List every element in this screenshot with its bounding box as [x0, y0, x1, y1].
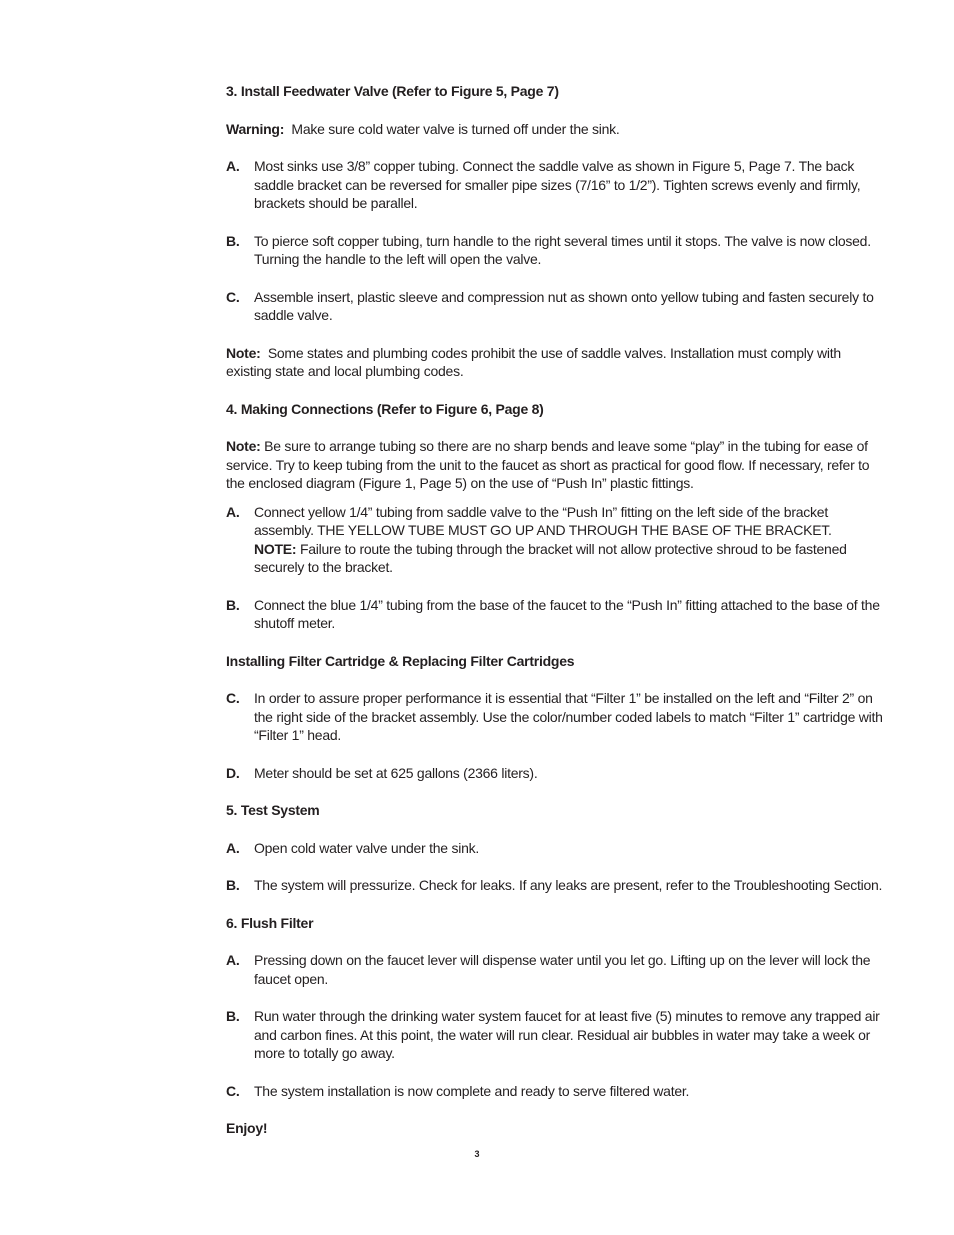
s3-item-a	[226, 157, 886, 213]
section-5-heading: 5. Test System	[226, 802, 320, 818]
s5-item-a	[226, 839, 886, 858]
s6-item-a	[226, 951, 886, 988]
item-letter: B.	[226, 877, 240, 893]
item-note-text: Failure to route the tubing through the bracket will not allow protective shroud to be fastened securely to the bracket.	[254, 540, 847, 575]
section-3-heading: 3. Install Feedwater Valve (Refer to Figure 5, Page 7)	[226, 83, 559, 99]
s3-item-c	[226, 288, 886, 325]
item-letter: A.	[226, 952, 240, 968]
s4-item-a	[226, 503, 886, 577]
note-text: Be sure to arrange tubing so there are no sharp bends and leave some “play” in the tubing for ease of service. Try to keep tubing from the unit to the faucet as short as practical for good flow. If necessary, refer to the enclosed diagram (Figure 1, Page 5) on the use of “Push In” plastic fittings.	[226, 438, 870, 491]
s3-item-b	[226, 232, 886, 269]
page-number: 3	[474, 1149, 480, 1159]
item-text: The system will pressurize. Check for leaks. If any leaks are present, refer to the Troubleshooting Section.	[254, 877, 883, 893]
note-label: Note:	[226, 344, 261, 361]
item-letter: C.	[226, 1082, 240, 1099]
note-label: Note:	[226, 438, 261, 454]
item-text: Connect yellow 1/4” tubing from saddle valve to the “Push In” fitting on the left side of the bracket assembly. THE YELLOW TUBE MUST GO UP AND THROUGH THE BASE OF THE BRACKET.	[254, 503, 832, 538]
item-letter: C.	[226, 288, 240, 305]
s4-note-paragraph	[226, 437, 886, 493]
item-text: In order to assure proper performance it is essential that “Filter 1” be installed on the left and “Filter 2” on the right side of the bracket assembly. Use the color/number coded labels to match “Filter 1” cartridge with “Filter 1” head.	[254, 690, 883, 743]
s6-item-c	[226, 1082, 886, 1101]
item-text: The system installation is now complete and ready to serve filtered water.	[254, 1082, 690, 1099]
item-letter: D.	[226, 764, 240, 781]
item-text: Open cold water valve under the sink.	[254, 839, 479, 856]
note-text: Some states and plumbing codes prohibit the use of saddle valves. Installation must comply with existing state and local plumbing codes.	[226, 344, 841, 379]
section-4-heading: 4. Making Connections (Refer to Figure 6, Page 8)	[226, 400, 544, 417]
closing-text: Enjoy!	[226, 1120, 268, 1136]
item-text: Run water through the drinking water system faucet for at least five (5) minutes to remove any trapped air and carbon fines. At this point, the water will run clear. Residual air bubbles in water may take a week or more to totally go away.	[254, 1008, 880, 1061]
item-letter: A.	[226, 839, 240, 856]
item-letter: A.	[226, 158, 240, 174]
item-text: Most sinks use 3/8” copper tubing. Connect the saddle valve as shown in Figure 5, Page 7. The back saddle bracket can be reversed for smaller pipe sizes (7/16” to 1/2”). Tighten screws evenly and firmly, brackets should be parallel.	[254, 158, 861, 211]
page-content	[226, 82, 886, 1138]
item-text: Connect the blue 1/4” tubing from the base of the faucet to the “Push In” fitting attached to the base of the shutoff meter.	[254, 596, 880, 631]
item-letter: B.	[226, 1008, 240, 1024]
s6-item-b	[226, 1007, 886, 1063]
warning-label: Warning:	[226, 120, 285, 137]
item-note-label: NOTE:	[254, 540, 297, 557]
filter-section-heading: Installing Filter Cartridge & Replacing Filter Cartridges	[226, 652, 575, 669]
s4-item-b	[226, 596, 886, 633]
item-letter: C.	[226, 690, 240, 706]
item-text: Pressing down on the faucet lever will dispense water until you let go. Lifting up on the lever will lock the faucet open.	[254, 952, 871, 987]
item-letter: A.	[226, 503, 240, 520]
s3-note-paragraph	[226, 344, 886, 381]
s5-item-b	[226, 876, 886, 895]
warning-paragraph	[226, 120, 886, 139]
item-letter: B.	[226, 232, 240, 249]
item-text: Assemble insert, plastic sleeve and compression nut as shown onto yellow tubing and fasten securely to saddle valve.	[254, 288, 874, 323]
item-letter: B.	[226, 596, 240, 613]
item-text: To pierce soft copper tubing, turn handle to the right several times until it stops. The valve is now closed. Turning the handle to the left will open the valve.	[254, 232, 871, 267]
warning-text: Make sure cold water valve is turned off under the sink.	[291, 120, 620, 137]
filter-item-d	[226, 764, 886, 783]
item-text: Meter should be set at 625 gallons (2366 liters).	[254, 764, 538, 781]
item-body	[254, 503, 886, 577]
section-6-heading: 6. Flush Filter	[226, 914, 314, 931]
filter-item-c	[226, 689, 886, 745]
